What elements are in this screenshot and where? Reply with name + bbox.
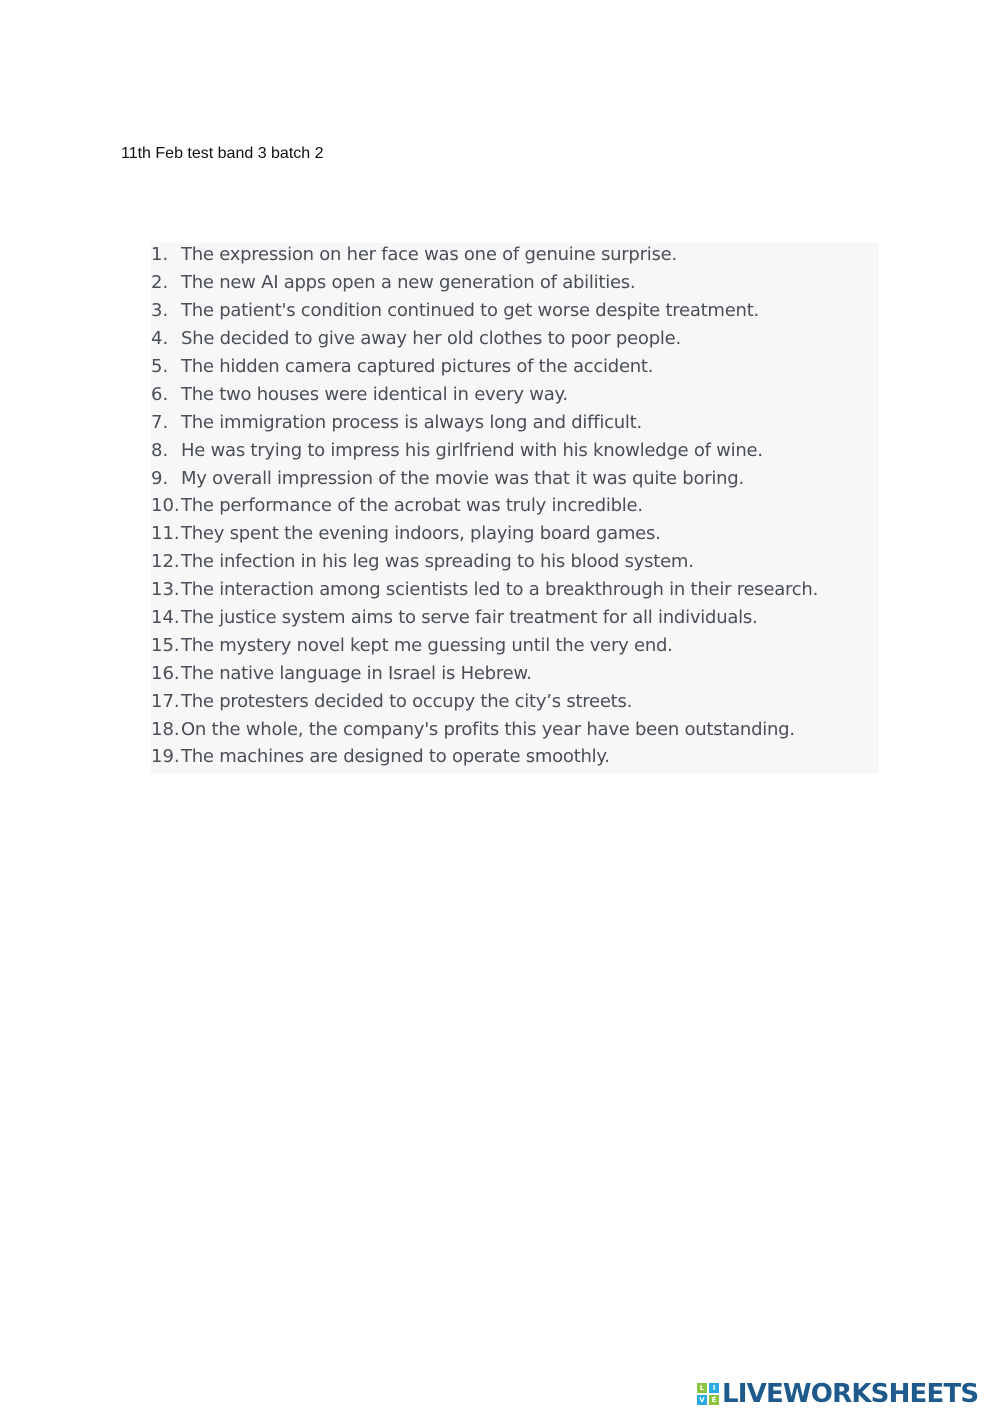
list-item <box>151 604 879 632</box>
item-number: 12. <box>151 551 180 573</box>
item-text: The protesters decided to occupy the city’s streets. <box>181 690 633 712</box>
item-number: 6. <box>151 383 169 405</box>
list-item <box>151 241 879 269</box>
item-number: 3. <box>151 300 169 322</box>
sentence-list <box>151 241 879 771</box>
item-text: On the whole, the company's profits this year have been outstanding. <box>181 718 795 740</box>
item-number: 15. <box>151 634 180 656</box>
list-item <box>151 436 879 464</box>
item-text: My overall impression of the movie was that it was quite boring. <box>181 467 744 489</box>
sentence-panel <box>151 243 879 773</box>
item-number: 7. <box>151 411 169 433</box>
list-item <box>151 325 879 353</box>
list-item <box>151 576 879 604</box>
item-number: 10. <box>151 495 180 517</box>
item-text: The patient's condition continued to get worse despite treatment. <box>181 300 759 322</box>
item-number: 19. <box>151 746 180 768</box>
item-text: The infection in his leg was spreading to his blood system. <box>181 551 694 573</box>
item-text: The two houses were identical in every way. <box>181 383 568 405</box>
list-item <box>151 520 879 548</box>
logo-mark-letter: E <box>709 1395 719 1405</box>
item-text: The native language in Israel is Hebrew. <box>181 662 532 684</box>
item-number: 17. <box>151 690 180 712</box>
list-item <box>151 743 879 771</box>
item-number: 4. <box>151 328 169 350</box>
item-number: 8. <box>151 439 169 461</box>
item-number: 2. <box>151 272 169 294</box>
logo-mark-letter: V <box>697 1395 707 1405</box>
item-number: 9. <box>151 467 169 489</box>
item-number: 5. <box>151 356 169 377</box>
item-text: The mystery novel kept me guessing until the very end. <box>181 634 673 656</box>
list-item <box>151 548 879 576</box>
list-item <box>151 492 879 520</box>
item-text: The immigration process is always long and difficult. <box>181 411 642 433</box>
liveworksheets-mark-icon <box>697 1383 719 1405</box>
list-item <box>151 659 879 687</box>
item-text: The new AI apps open a new generation of abilities. <box>181 272 636 294</box>
list-item <box>151 269 879 297</box>
item-text: They spent the evening indoors, playing board games. <box>181 523 661 545</box>
item-text: The hidden camera captured pictures of the accident. <box>181 356 654 377</box>
list-item <box>151 380 879 408</box>
item-text: The expression on her face was one of genuine surprise. <box>181 244 677 266</box>
list-item <box>151 687 879 715</box>
logo-mark-letter: I <box>709 1383 719 1393</box>
item-number: 13. <box>151 579 180 601</box>
list-item <box>151 297 879 325</box>
item-number: 14. <box>151 607 180 629</box>
item-number: 1. <box>151 244 169 266</box>
list-item <box>151 353 879 381</box>
item-number: 11. <box>151 523 180 545</box>
liveworksheets-logo <box>697 1381 978 1407</box>
logo-mark-letter: L <box>697 1383 707 1393</box>
item-number: 16. <box>151 662 180 684</box>
item-text: The performance of the acrobat was truly incredible. <box>181 495 643 517</box>
logo-text: LIVEWORKSHEETS <box>722 1379 979 1409</box>
list-item <box>151 715 879 743</box>
item-number: 18. <box>151 718 180 740</box>
item-text: The interaction among scientists led to a breakthrough in their research. <box>181 579 819 601</box>
list-item <box>151 464 879 492</box>
item-text: He was trying to impress his girlfriend with his knowledge of wine. <box>181 439 763 461</box>
document-title: 11th Feb test band 3 batch 2 <box>121 145 324 162</box>
item-text: She decided to give away her old clothes to poor people. <box>181 328 681 350</box>
item-text: The machines are designed to operate smoothly. <box>181 746 610 768</box>
list-item <box>151 631 879 659</box>
list-item <box>151 408 879 436</box>
item-text: The justice system aims to serve fair treatment for all individuals. <box>181 607 758 629</box>
